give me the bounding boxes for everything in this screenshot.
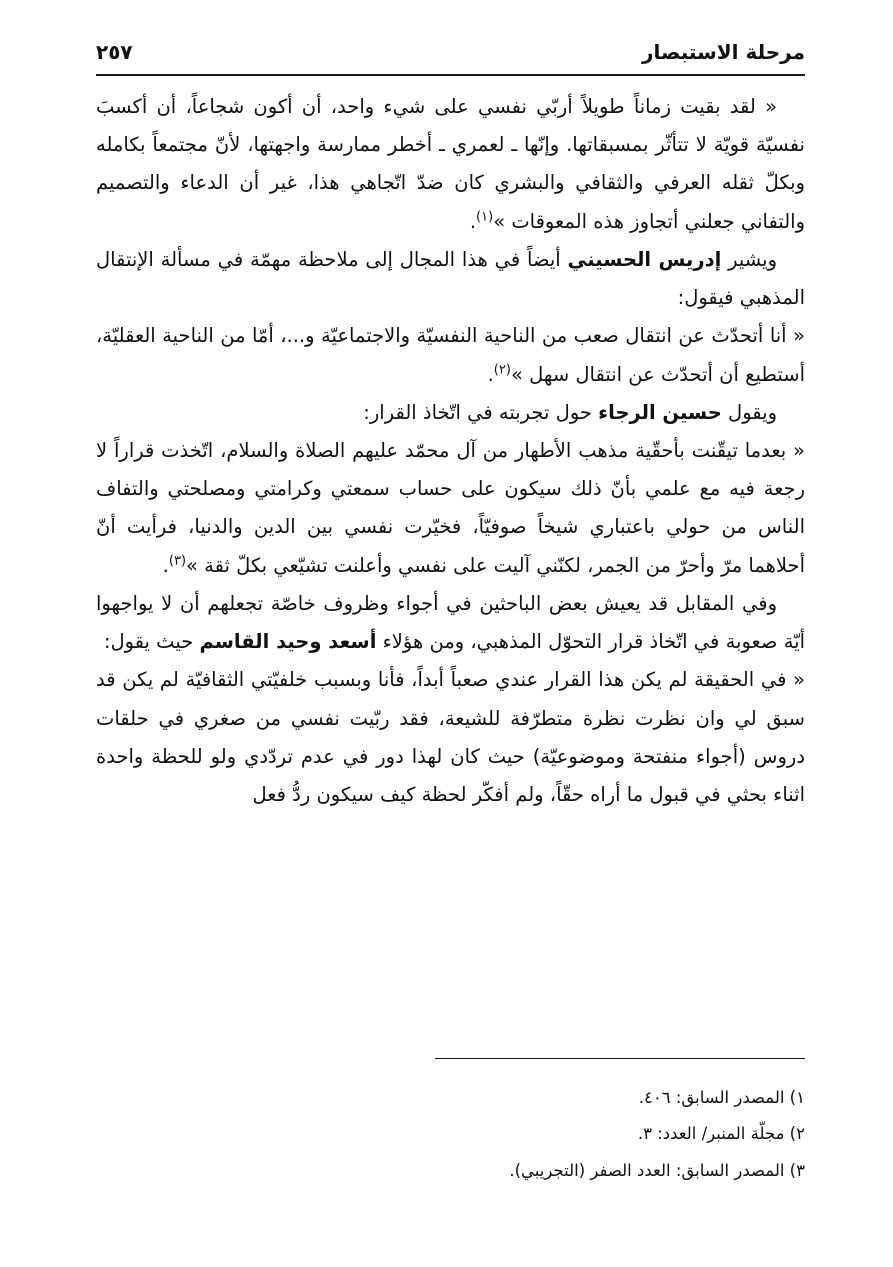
quote-paragraph-3: « بعدما تيقّنت بأحقّية مذهب الأطهار من آل محمّد عليهم الصلاة والسلام، اتّخذت قراراً لا رجعة فيه مع علمي بأنّ ذلك سيكون على حساب سمعتي وكرامتي ومصلحتي والتفاف الناس من حولي باعتباري شيخاً صوفيّاً، فخيّرت نفسي بين الدين والدنيا، فرأيت أنّ أحلاهما مرّ وأحرّ من الجمر، لكنّني آليت على نفسي وأعلنت تشيّعي بكلّ ثقة »$^{(٣)}$.	[96, 438, 805, 577]
footnotes	[96, 1080, 805, 1189]
footnote-ref-3: (٣)	[168, 553, 187, 569]
footnote-ref-1: (١)	[476, 209, 494, 225]
text-span: ويشير	[728, 247, 778, 271]
footnote-1: ١) المصدر السابق: ٤٠٦.	[638, 1088, 805, 1107]
page-number: ٢٥٧	[96, 40, 133, 64]
person-name: إدريس الحسيني	[567, 247, 722, 271]
footnote-divider	[435, 1058, 805, 1059]
quote-text: « لقد بقيت زماناً طويلاً أربّي نفسي على شيء واحد، أن أكون شجاعاً، أن أكسبَ نفسيّة قويّة لا تتأثّر بمسبقاتها. وإنّها ـ لعمري ـ أخطر ممارسة واجهتها، لأنّ مجتمعاً بكامله وبكلّ ثقله العرفي والثقافي والبشري كان ضدّ اتّجاهي هذا، غير أن الدعاء والتصميم والتفاني جعلني أتجاوز هذه المعوقات »	[96, 95, 805, 233]
paragraph-4	[96, 394, 805, 432]
text-span: ويقول	[728, 400, 777, 424]
footnote-2: ٢) مجلّة المنبر/ العدد: ٣.	[637, 1124, 805, 1144]
running-header	[96, 40, 805, 76]
person-name: أسعد وحيد القاسم	[199, 630, 377, 654]
paragraph-6	[96, 585, 805, 661]
text-span: حول تجربته في اتّخاذ القرار:	[363, 400, 592, 424]
paragraph-2	[96, 241, 805, 317]
quote-text: « في الحقيقة لم يكن هذا القرار عندي صعباً أبداً، فأنا وبسبب خلفيّتي الثقافيّة لم يكن قد سبق لي وان نظرت نظرة متطرّفة للشيعة، فقد ربّيت نفسي من صغري في حلقات دروس (أجواء منفتحة وموضوعيّة) حيث كان لهذا دور في عدم تردّدي ولو للحظة واحدة اثناء بحثي في قبول ما أراه حقّاً، ولم أفكّر لحظة كيف سيكون ردُّ فعل	[96, 668, 805, 806]
person-name: حسين الرجاء	[598, 400, 722, 424]
footnote-3: ٣) المصدر السابق: العدد الصفر (التجريبي).	[509, 1160, 805, 1180]
quote-text: « أنا أتحدّث عن انتقال صعب من الناحية النفسيّة والاجتماعيّة و...، أمّا من الناحية العقليّة، أستطيع أن أتحدّث عن انتقال سهل »	[96, 324, 805, 386]
text-span: أيضاً في هذا المجال إلى ملاحظة مهمّة في مسألة الإنتقال المذهبي فيقول:	[96, 247, 805, 310]
main-text	[96, 88, 805, 814]
quote-paragraph-1: « لقد بقيت زماناً طويلاً أربّي نفسي على شيء واحد، أن أكون شجاعاً، أن أكسبَ نفسيّة قويّة لا تتأثّر بمسبقاتها. وإنّها ـ لعمري ـ أخطر ممارسة واجهتها، لأنّ مجتمعاً بكامله وبكلّ ثقله العرفي والثقافي والبشري كان ضدّ اتّجاهي هذا، غير أن الدعاء والتصميم والتفاني جعلني أتجاوز هذه المعوقات »$^{(١)}$.	[96, 95, 805, 233]
text-span: حيث يقول:	[103, 630, 194, 654]
text-span: وفي المقابل قد يعيش بعض الباحثين في أجواء وظروف خاصّة تجعلهم أن لا يواجهوا أيّة صعوبة في اتّخاذ قرار التحوّل المذهبي، ومن هؤلاء	[96, 591, 805, 654]
quote-paragraph-2: « أنا أتحدّث عن انتقال صعب من الناحية النفسيّة والاجتماعيّة و...، أمّا من الناحية العقليّة، أستطيع أن أتحدّث عن انتقال سهل »$^{(٢)}$.	[96, 324, 805, 386]
footnote-ref-2: (٢)	[493, 362, 511, 378]
quote-text: « بعدما تيقّنت بأحقّية مذهب الأطهار من آل محمّد عليهم الصلاة والسلام، اتّخذت قراراً لا رجعة فيه مع علمي بأنّ ذلك سيكون على حساب سمعتي وكرامتي ومصلحتي والتفاف الناس من حولي باعتباري شيخاً صوفيّاً، فخيّرت نفسي بين الدين والدنيا، فرأيت أنّ أحلاهما مرّ وأحرّ من الجمر، لكنّني آليت على نفسي وأعلنت تشيّعي بكلّ ثقة »	[96, 438, 805, 577]
chapter-title: مرحلة الاستبصار	[642, 40, 805, 64]
quote-paragraph-4	[96, 661, 805, 814]
